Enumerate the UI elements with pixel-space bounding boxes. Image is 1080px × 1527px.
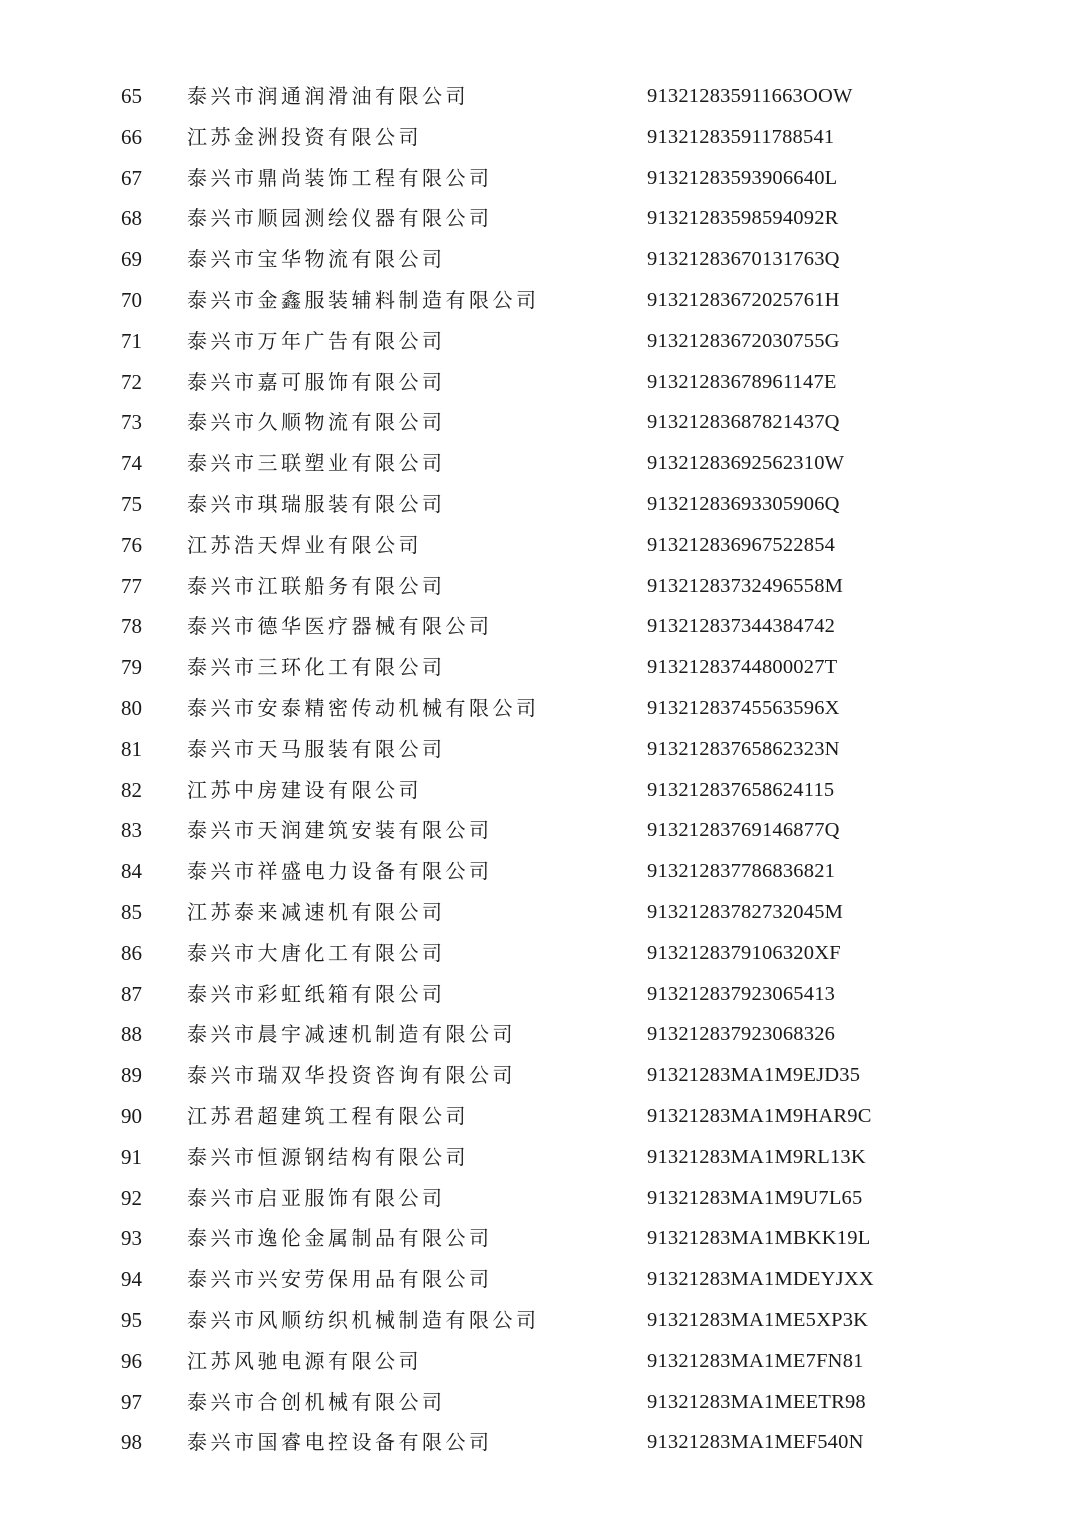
credit-code: 91321283687821437Q xyxy=(647,411,840,434)
company-name: 泰兴市合创机械有限公司 xyxy=(187,1389,446,1414)
company-name: 江苏泰来减速机有限公司 xyxy=(187,899,446,924)
list-item xyxy=(0,1178,1080,1219)
row-number: 94 xyxy=(121,1267,142,1292)
company-name: 泰兴市安泰精密传动机械有限公司 xyxy=(187,695,540,720)
row-number: 93 xyxy=(121,1226,142,1251)
list-item xyxy=(0,1137,1080,1178)
row-number: 66 xyxy=(121,124,142,149)
row-number: 82 xyxy=(121,777,142,802)
list-item xyxy=(0,76,1080,117)
row-number: 65 xyxy=(121,84,142,108)
credit-code: 91321283MA1M9U7L65 xyxy=(647,1186,863,1209)
company-name: 泰兴市祥盛电力设备有限公司 xyxy=(187,859,493,884)
company-name: 泰兴市彩虹纸箱有限公司 xyxy=(187,981,446,1006)
row-number: 96 xyxy=(121,1348,142,1373)
credit-code: 91321283MA1MEF540N xyxy=(647,1431,864,1454)
credit-code: 91321283670131763Q xyxy=(647,248,840,271)
credit-code: 913212836967522854 xyxy=(647,533,836,556)
credit-code: 91321283672025761H xyxy=(647,288,840,311)
list-item xyxy=(0,239,1080,280)
row-number: 91 xyxy=(121,1144,142,1169)
company-name: 泰兴市天马服装有限公司 xyxy=(187,736,446,761)
row-number: 79 xyxy=(121,655,142,680)
list-item xyxy=(0,606,1080,647)
company-name: 泰兴市江联船务有限公司 xyxy=(187,573,446,598)
row-number: 70 xyxy=(121,287,142,312)
credit-code: 91321283MA1MDEYJXX xyxy=(647,1268,874,1291)
company-name: 泰兴市鼎尚装饰工程有限公司 xyxy=(187,165,493,190)
credit-code: 91321283MA1M9HAR9C xyxy=(647,1104,872,1127)
list-item xyxy=(0,770,1080,811)
company-name: 泰兴市金鑫服装辅料制造有限公司 xyxy=(187,287,540,312)
row-number: 85 xyxy=(121,899,142,924)
credit-code: 91321283MA1ME5XP3K xyxy=(647,1308,869,1331)
list-item xyxy=(0,1055,1080,1096)
row-number: 78 xyxy=(121,614,142,639)
company-name: 江苏中房建设有限公司 xyxy=(187,777,422,802)
credit-code: 91321283769146877Q xyxy=(647,819,840,842)
company-name: 泰兴市顺园测绘仪器有限公司 xyxy=(187,206,493,231)
list-item xyxy=(0,1218,1080,1259)
credit-code: 91321283692562310W xyxy=(647,452,845,475)
row-number: 73 xyxy=(121,410,142,435)
company-name: 泰兴市瑞双华投资咨询有限公司 xyxy=(187,1063,516,1088)
list-item xyxy=(0,525,1080,566)
list-item xyxy=(0,810,1080,851)
credit-code: 91321283693305906Q xyxy=(647,492,840,515)
list-item xyxy=(0,402,1080,443)
list-item xyxy=(0,362,1080,403)
credit-code: 9132128379106320XF xyxy=(647,941,841,964)
row-number: 74 xyxy=(121,451,142,476)
company-name: 江苏浩天焊业有限公司 xyxy=(187,532,422,557)
row-number: 67 xyxy=(121,165,142,190)
list-item xyxy=(0,688,1080,729)
credit-code: 91321283765862323N xyxy=(647,737,840,760)
credit-code: 91321283MA1M9EJD35 xyxy=(647,1064,861,1087)
credit-code: 91321283MA1MBKK19L xyxy=(647,1227,871,1250)
company-name: 泰兴市久顺物流有限公司 xyxy=(187,410,446,435)
list-item xyxy=(0,1341,1080,1382)
list-item xyxy=(0,484,1080,525)
row-number: 71 xyxy=(121,328,142,353)
company-name: 泰兴市三环化工有限公司 xyxy=(187,655,446,680)
company-name: 江苏风驰电源有限公司 xyxy=(187,1348,422,1373)
company-name: 江苏金洲投资有限公司 xyxy=(187,124,422,149)
company-name: 泰兴市大唐化工有限公司 xyxy=(187,940,446,965)
credit-code: 913212835911788541 xyxy=(647,125,835,148)
row-number: 80 xyxy=(121,695,142,720)
row-number: 97 xyxy=(121,1389,142,1414)
list-item xyxy=(0,443,1080,484)
company-name: 泰兴市启亚服饰有限公司 xyxy=(187,1185,446,1210)
row-number: 68 xyxy=(121,206,142,231)
row-number: 75 xyxy=(121,491,142,516)
company-name: 泰兴市三联塑业有限公司 xyxy=(187,451,446,476)
credit-code: 91321283MA1M9RL13K xyxy=(647,1145,866,1168)
list-item xyxy=(0,892,1080,933)
company-name: 泰兴市嘉可服饰有限公司 xyxy=(187,369,446,394)
row-number: 89 xyxy=(121,1063,142,1088)
credit-code: 913212837344384742 xyxy=(647,615,836,638)
list-item xyxy=(0,1300,1080,1341)
credit-code: 91321283598594092R xyxy=(647,207,839,230)
credit-code: 91321283MA1ME7FN81 xyxy=(647,1349,864,1372)
company-name: 泰兴市宝华物流有限公司 xyxy=(187,247,446,272)
company-name: 泰兴市国睿电控设备有限公司 xyxy=(187,1430,493,1455)
company-name: 泰兴市润通润滑油有限公司 xyxy=(187,84,469,108)
list-item xyxy=(0,851,1080,892)
row-number: 95 xyxy=(121,1307,142,1332)
row-number: 72 xyxy=(121,369,142,394)
credit-code: 913212837923065413 xyxy=(647,982,836,1005)
company-name: 泰兴市德华医疗器械有限公司 xyxy=(187,614,493,639)
row-number: 87 xyxy=(121,981,142,1006)
credit-code: 913212837786836821 xyxy=(647,860,836,883)
row-number: 90 xyxy=(121,1103,142,1128)
credit-code: 91321283782732045M xyxy=(647,900,844,923)
row-number: 81 xyxy=(121,736,142,761)
list-item xyxy=(0,1422,1080,1463)
credit-code: 913212837923068326 xyxy=(647,1023,836,1046)
row-number: 76 xyxy=(121,532,142,557)
credit-code: 91321283678961147E xyxy=(647,370,837,393)
credit-code: 913212837658624115 xyxy=(647,778,835,801)
row-number: 69 xyxy=(121,247,142,272)
list-item xyxy=(0,566,1080,607)
list-item xyxy=(0,1382,1080,1423)
company-name: 泰兴市恒源钢结构有限公司 xyxy=(187,1144,469,1169)
row-number: 92 xyxy=(121,1185,142,1210)
row-number: 77 xyxy=(121,573,142,598)
company-name: 泰兴市琪瑞服装有限公司 xyxy=(187,491,446,516)
credit-code: 91321283MA1MEETR98 xyxy=(647,1390,866,1413)
list-item xyxy=(0,280,1080,321)
credit-code: 91321283593906640L xyxy=(647,166,838,189)
credit-code: 91321283732496558M xyxy=(647,574,844,597)
company-name: 泰兴市兴安劳保用品有限公司 xyxy=(187,1267,493,1292)
credit-code: 913212835911663OOW xyxy=(647,85,853,107)
credit-code: 91321283672030755G xyxy=(647,329,840,352)
row-number: 98 xyxy=(121,1430,142,1455)
list-item xyxy=(0,1096,1080,1137)
company-name: 泰兴市风顺纺织机械制造有限公司 xyxy=(187,1307,540,1332)
list-item xyxy=(0,1014,1080,1055)
row-number: 88 xyxy=(121,1022,142,1047)
row-number: 83 xyxy=(121,818,142,843)
company-name: 泰兴市万年广告有限公司 xyxy=(187,328,446,353)
list-item xyxy=(0,647,1080,688)
company-list xyxy=(0,76,1080,1463)
list-item xyxy=(0,974,1080,1015)
company-name: 江苏君超建筑工程有限公司 xyxy=(187,1103,469,1128)
list-item xyxy=(0,321,1080,362)
company-name: 泰兴市天润建筑安装有限公司 xyxy=(187,818,493,843)
credit-code: 91321283744800027T xyxy=(647,656,838,679)
list-item xyxy=(0,198,1080,239)
company-name: 泰兴市晨宇减速机制造有限公司 xyxy=(187,1022,516,1047)
list-item xyxy=(0,729,1080,770)
row-number: 86 xyxy=(121,940,142,965)
list-item xyxy=(0,117,1080,158)
list-item xyxy=(0,1259,1080,1300)
row-number: 84 xyxy=(121,859,142,884)
list-item xyxy=(0,158,1080,199)
list-item xyxy=(0,933,1080,974)
credit-code: 91321283745563596X xyxy=(647,696,840,719)
company-name: 泰兴市逸伦金属制品有限公司 xyxy=(187,1226,493,1251)
